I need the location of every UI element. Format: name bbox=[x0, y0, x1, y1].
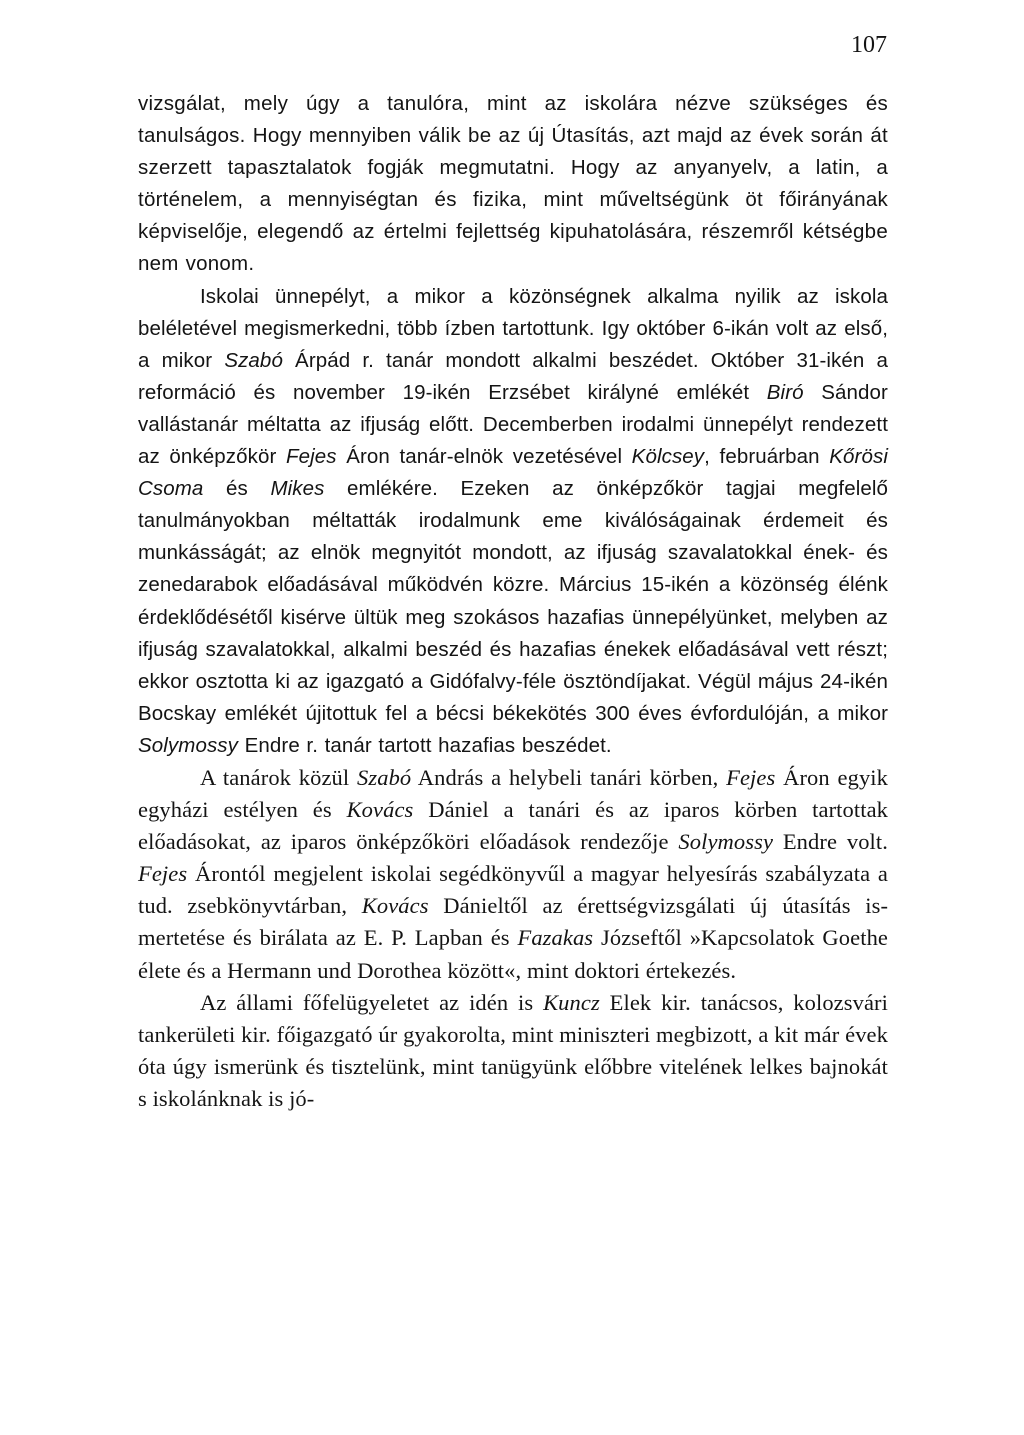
person-name: Kuncz bbox=[543, 989, 600, 1015]
text-run: András a helybeli tanári körben, bbox=[411, 764, 727, 790]
text-run: Az állami főfelügyeletet az idén is bbox=[200, 989, 544, 1015]
person-name: Biró bbox=[766, 380, 804, 404]
text-run: , februárban bbox=[704, 445, 830, 469]
text-run: Dánieltől az érettségvizsgálati új útasítás ismertetése és birálata az E. P. Lapban és bbox=[138, 893, 888, 951]
person-name: Solymossy bbox=[678, 829, 774, 855]
text-run: Elek kir. tanácsos, kolozsvári tankerületi kir. főigazgató úr gyakorolta, mint miniszteri megbizott, a kit már évek óta úgy ismerünk és tisztelünk, mint tanügyünk előbbre vitelének lelkes bajnokát s iskolánknak is jó- bbox=[138, 989, 888, 1111]
person-name: Kovács bbox=[361, 893, 429, 919]
page-number: 107 bbox=[851, 32, 887, 58]
paragraph-state-supervision bbox=[138, 987, 888, 1115]
person-name: Kőrösi Csoma bbox=[138, 445, 888, 501]
person-name: Szabó bbox=[224, 348, 283, 372]
text-run: és bbox=[203, 477, 271, 501]
person-name: Fejes bbox=[286, 445, 337, 469]
text-run: Árpád r. tanár mondott alkalmi beszédet. Október 31-ikén a reformáció és november 19-ikén Erzsébet királyné emlékét bbox=[138, 348, 888, 404]
text-run: Iskolai ünnepélyt, a mikor a közönségnek alkalma nyilik az iskola beléletével megismerkedni, több ízben tartottunk. Igy október 6-ikán volt az első, a mikor bbox=[138, 284, 888, 372]
text-run: A tanárok közül bbox=[200, 764, 358, 790]
text-run: Endre r. tanár tartott hazafias beszédet. bbox=[238, 733, 612, 757]
text-run: emlékére. Ezeken az önképzőkör tagjai megfelelő tanulmányokban méltatták irodalmunk eme kiválóságainak érdemeit és munkásságát; az elnök megnyitót mondott, az ifjuság szavalatokkal ének- és zenedarabok előadásával működvén közre. Március 15-ikén a közönség élénk érdeklődésétől kisérve ültük meg szokásos hazafias ünnepélyünket, melyben az ifjuság szavalatokkal, alkalmi beszéd és hazafias énekek előadásával vett részt; ekkor osztotta ki az igazgató a Gidófalvy-féle ösztöndíjakat. Végül május 24-ikén Bocskay emlékét újitottuk fel a bécsi békekötés 300 éves évfordulóján, a mikor bbox=[138, 477, 889, 725]
paragraph-school-celebrations bbox=[138, 281, 888, 762]
person-name: Kölcsey bbox=[631, 445, 705, 469]
text-run: Endre volt. bbox=[773, 829, 888, 855]
person-name: Fejes bbox=[726, 764, 776, 790]
person-name: Solymossy bbox=[138, 733, 239, 757]
text-run: Sándor vallástanár méltatta az ifjuság előtt. Decemberben irodalmi ünnepélyt rendezett az önképzőkör bbox=[138, 380, 888, 469]
text-run: Áron egyik egyházi estélyen és bbox=[138, 764, 888, 823]
person-name: Mikes bbox=[270, 477, 325, 501]
text-run: Áron tanár-elnök vezetésével bbox=[336, 445, 632, 469]
text-run: vizsgálat, mely úgy a tanulóra, mint az iskolára nézve szükséges és tanulságos. Hogy mennyiben válik be az új Útasítás, azt majd az évek során át szerzett tapasztalatok fogják megmutatni. Hogy az anyanyelv, a latin, a történelem, a mennyiségtan és fizika, mint műveltségünk öt főirányának képviselője, elegendő az értelmi fejlettség kipuhatolására, részemről kétségbe nem vonom. bbox=[138, 92, 888, 276]
person-name: Fejes bbox=[138, 861, 188, 887]
paragraph-exam-instructions bbox=[138, 88, 888, 281]
paragraph-teacher-lectures bbox=[138, 762, 888, 987]
body-text bbox=[138, 88, 888, 1115]
text-run: Józseftől »Kapcsolatok Goethe élete és a Hermann und Dorothea között«, mint doktori értekezés. bbox=[138, 925, 889, 983]
person-name: Fazakas bbox=[517, 925, 594, 951]
person-name: Szabó bbox=[357, 764, 412, 790]
text-run: Árontól megjelent iskolai segédkönyvűl a magyar helyesírás szabályzata a tud. zsebkönyvtárban, bbox=[138, 861, 888, 919]
text-run: Dániel a tanári és az iparos körben tartottak előadásokat, az iparos önképzőköri előadások rendezője bbox=[138, 797, 889, 855]
person-name: Kovács bbox=[346, 797, 414, 823]
